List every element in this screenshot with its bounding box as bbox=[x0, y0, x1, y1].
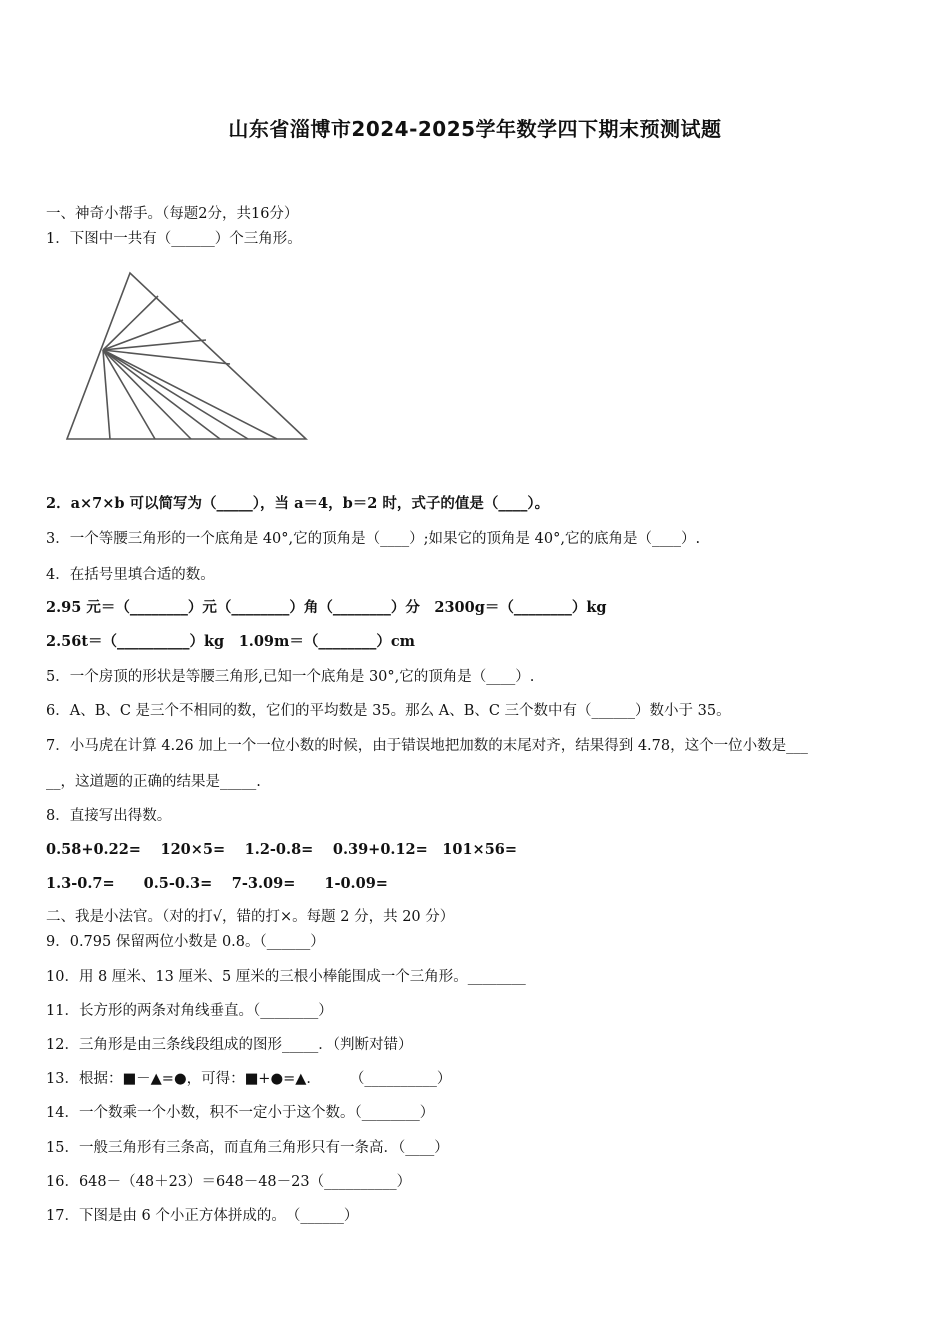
question-1: 1．下图中一共有（______）个三角形。 bbox=[46, 231, 302, 247]
question-10: 10．用 8 厘米、13 厘米、5 厘米的三根小棒能围成一个三角形。________ bbox=[46, 969, 526, 985]
question-2: 2．a×7×b 可以简写为（_____），当 a＝4，b＝2 时，式子的值是（____）。 bbox=[46, 495, 550, 512]
question-4: 4．在括号里填合适的数。 bbox=[46, 567, 215, 583]
question-17: 17．下图是由 6 个小正方体拼成的。 （______） bbox=[46, 1208, 359, 1224]
question-13: 13．根据：■－▲=●，可得：■+●=▲． （__________） bbox=[46, 1071, 452, 1087]
triangle-figure bbox=[60, 268, 320, 462]
question-8-line-1: 0.58+0.22= 120×5= 1.2-0.8= 0.39+0.12= 101×56= bbox=[46, 841, 518, 858]
question-3: 3．一个等腰三角形的一个底角是 40°,它的顶角是（____）;如果它的顶角是 40°,它的底角是（____）. bbox=[46, 531, 701, 547]
question-16: 16．648－（48＋23）＝648－48－23（__________） bbox=[46, 1174, 412, 1190]
question-8: 8．直接写出得数。 bbox=[46, 808, 172, 824]
question-5: 5．一个房顶的形状是等腰三角形,已知一个底角是 30°,它的顶角是（____）. bbox=[46, 669, 535, 685]
question-7-line-1: 7．小马虎在计算 4.26 加上一个一位小数的时候，由于错误地把加数的末尾对齐，结果得到 4.78，这个一位小数是___ bbox=[46, 738, 808, 754]
question-7-line-2: __，这道题的正确的结果是_____. bbox=[46, 774, 261, 790]
question-12: 12．三角形是由三条线段组成的图形_____．（判断对错） bbox=[46, 1037, 413, 1053]
question-14: 14．一个数乘一个小数，积不一定小于这个数。（________） bbox=[46, 1105, 435, 1121]
question-4-line-2: 2.56t＝（__________）kg 1.09m＝（________）cm bbox=[46, 633, 416, 650]
question-4-line-1: 2.95 元＝（________）元（________）角（________）分 2300g＝（________）kg bbox=[46, 599, 607, 616]
question-8-line-2: 1.3-0.7= 0.5-0.3= 7-3.09= 1-0.09= bbox=[46, 875, 388, 892]
question-9: 9．0.795 保留两位小数是 0.8。（______） bbox=[46, 934, 325, 950]
question-6: 6．A、B、C 是三个不相同的数，它们的平均数是 35。那么 A、B、C 三个数中有（______）数小于 35。 bbox=[46, 703, 731, 719]
section-header: 一、神奇小帮手。（每题2分，共16分） bbox=[46, 206, 299, 222]
question-11: 11．长方形的两条对角线垂直。（________） bbox=[46, 1003, 333, 1019]
page-title: 山东省淄博市2024-2025学年数学四下期末预测试题 bbox=[228, 117, 722, 141]
section-header: 二、我是小法官。（对的打√，错的打×。每题 2 分，共 20 分） bbox=[46, 909, 455, 925]
triangle-diagram bbox=[60, 268, 320, 458]
question-15: 15．一般三角形有三条高，而直角三角形只有一条高．（____） bbox=[46, 1140, 449, 1156]
